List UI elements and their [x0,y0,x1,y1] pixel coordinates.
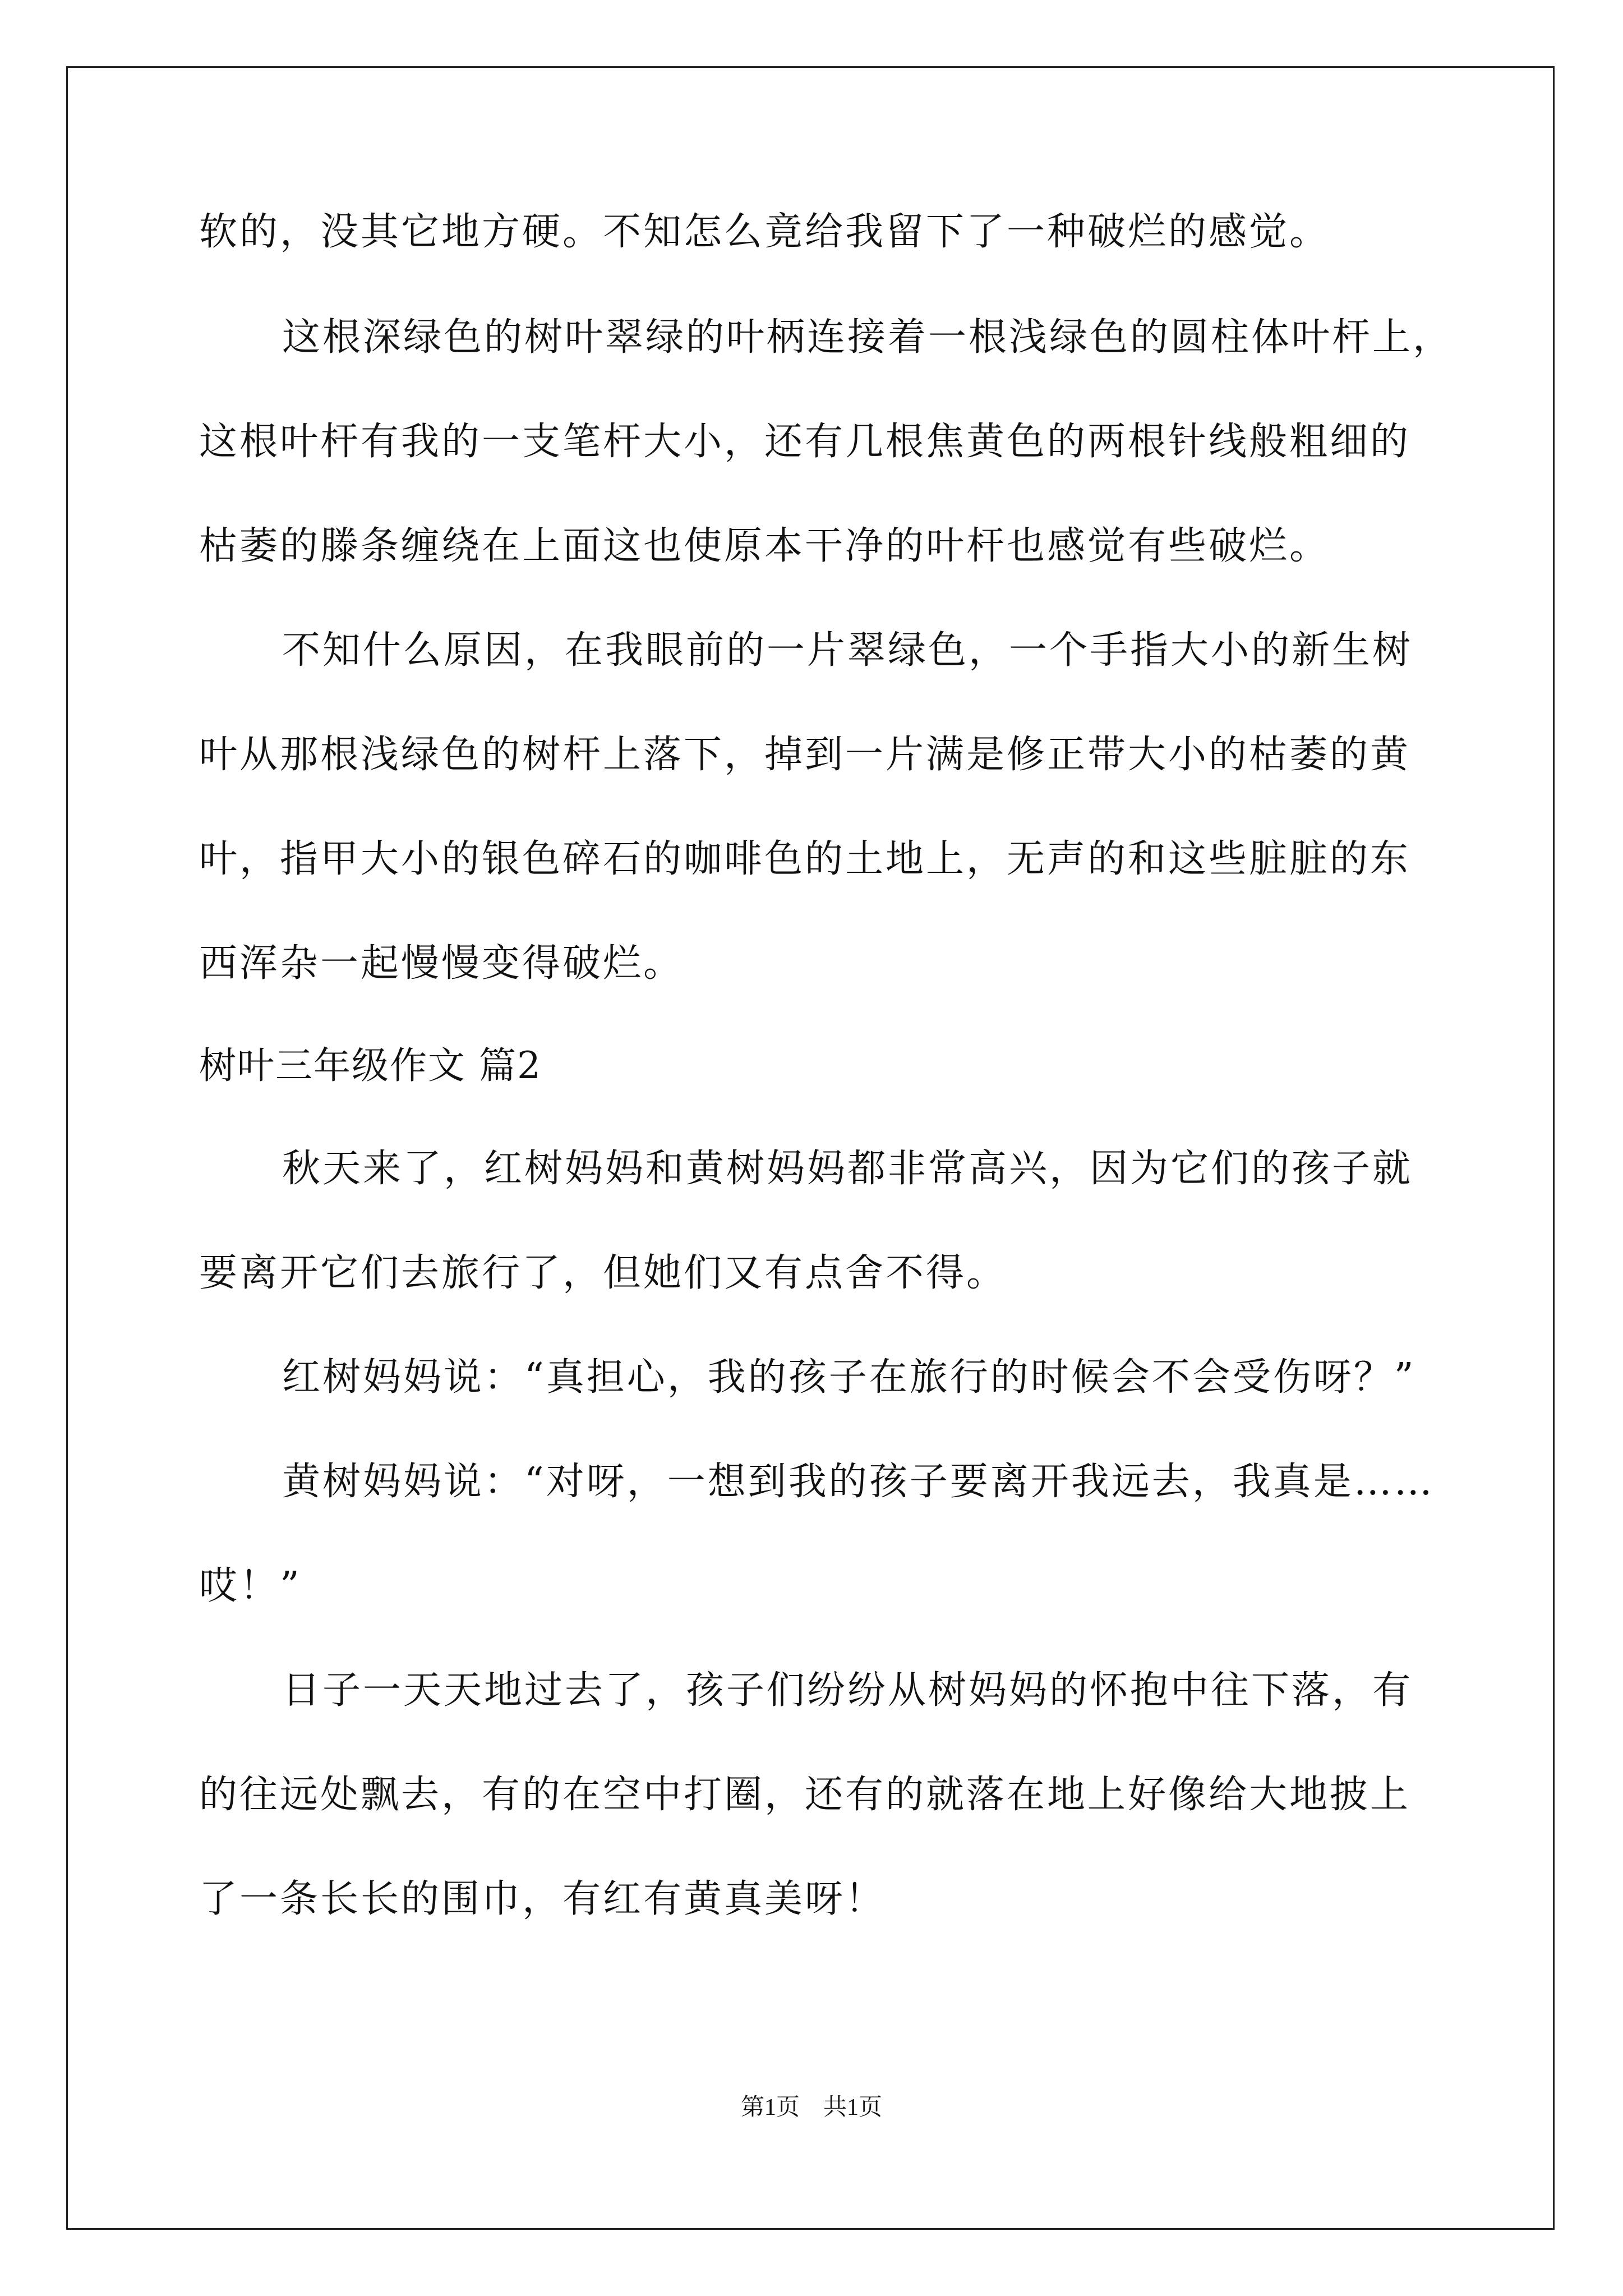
text-line: 软的，没其它地方硬。不知怎么竟给我留下了一种破烂的感觉。 [199,210,1330,254]
text-line: 西浑杂一起慢慢变得破烂。 [199,941,684,986]
text-line: 的往远处飘去，有的在空中打圈，还有的就落在地上好像给大地披上 [199,1773,1411,1817]
section-heading: 树叶三年级作文 篇2 [199,1044,542,1087]
text-line: 叶，指甲大小的银色碎石的咖啡色的土地上，无声的和这些脏脏的东 [199,837,1411,881]
text-line: 不知什么原因，在我眼前的一片翠绿色，一个手指大小的新生树 [282,628,1413,673]
text-line: 秋天来了，红树妈妈和黄树妈妈都非常高兴，因为它们的孩子就 [282,1147,1413,1191]
text-line: 哎！” [199,1564,302,1608]
text-line: 日子一天天地过去了，孩子们纷纷从树妈妈的怀抱中往下落，有 [282,1668,1413,1713]
text-line: 了一条长长的围巾，有红有黄真美呀！ [199,1877,886,1921]
text-line: 要离开它们去旅行了，但她们又有点舍不得。 [199,1251,1007,1295]
text-line: 黄树妈妈说：“对呀，一想到我的孩子要离开我远去，我真是…… [282,1460,1435,1504]
text-line: 红树妈妈说：“真担心，我的孩子在旅行的时候会不会受伤呀？” [282,1355,1416,1400]
page-number-footer: 第1页 共1页 [740,2095,882,2120]
text-line: 叶从那根浅绿色的树杆上落下，掉到一片满是修正带大小的枯萎的黄 [199,733,1411,777]
text-line: 这根深绿色的树叶翠绿的叶柄连接着一根浅绿色的圆柱体叶杆上， [282,315,1454,360]
text-line: 这根叶杆有我的一支笔杆大小，还有几根焦黄色的两根针线般粗细的 [199,420,1411,464]
text-line: 枯萎的滕条缠绕在上面这也使原本干净的叶杆也感觉有些破烂。 [199,524,1330,568]
